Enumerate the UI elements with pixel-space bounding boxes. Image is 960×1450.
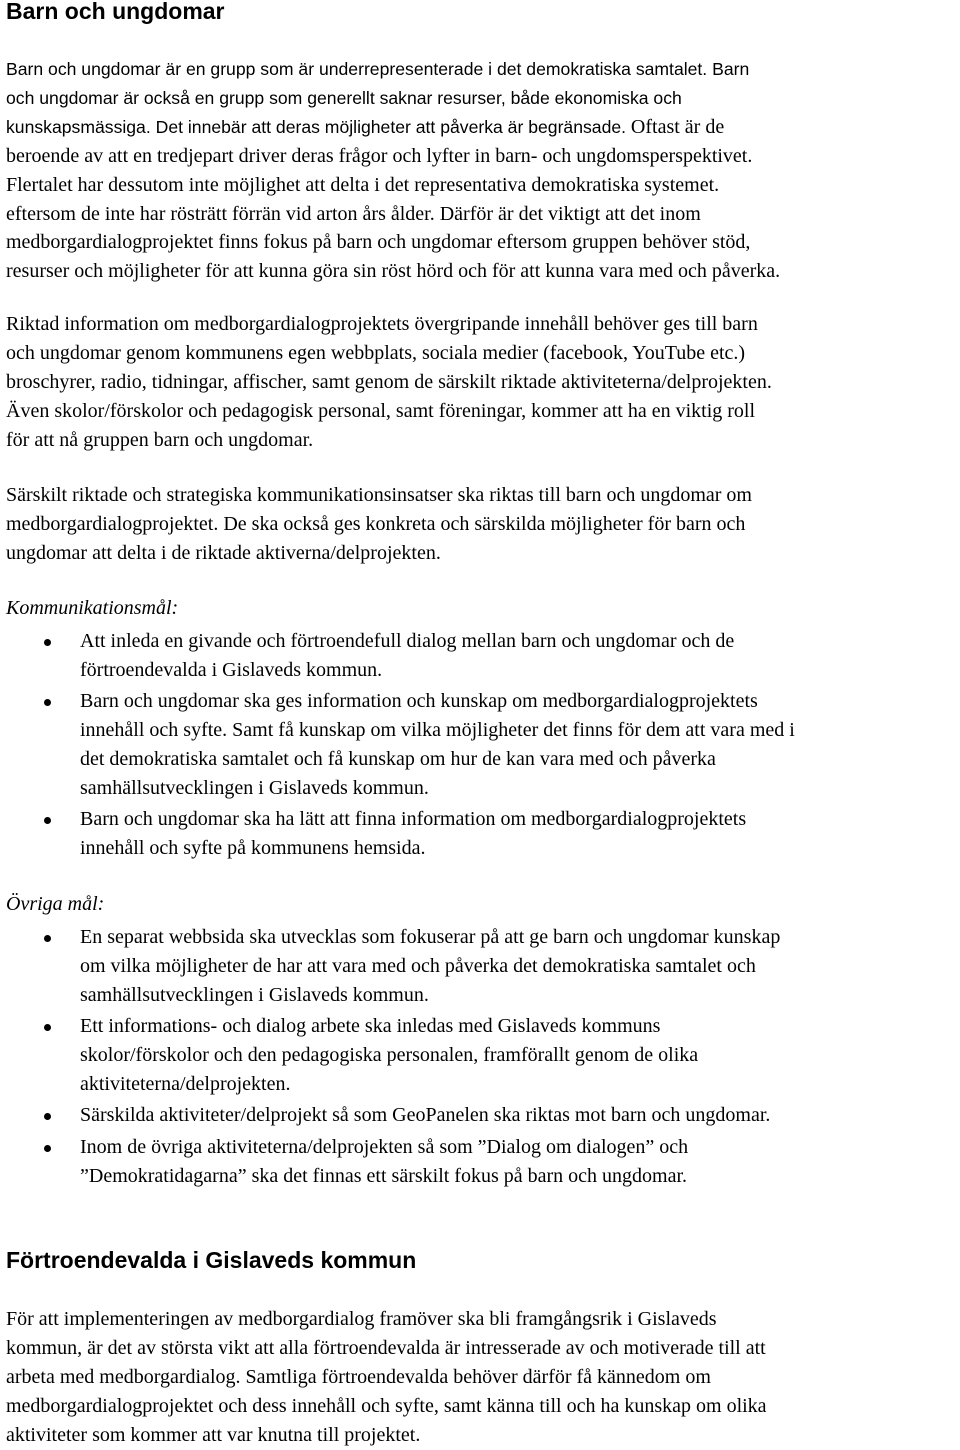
list-item-line: om vilka möjligheter de har att vara med och påverka det demokratiska samtalet och [80,954,756,977]
text-line [6,228,956,257]
text-line: aktiviteter som kommer att var knutna till projektet. [6,1423,421,1446]
section-heading-fortroendevalda: Förtroendevalda i Gislaveds kommun [6,1247,417,1273]
text-line: medborgardialogprojektet och dess innehåll och syfte, samt känna till och ha kunskap om olika [6,1394,767,1417]
text-line [6,171,956,200]
bullet-icon [44,817,51,824]
text-segment: Flertalet har dessutom inte möjlighet att delta i det representativa demokratiska systemet. [6,173,720,196]
list-item-line: Ett informations- och dialog arbete ska inledas med Gislaveds kommuns [80,1015,661,1038]
list-item-line: innehåll och syfte. Samt få kunskap om vilka möjligheter det finns för dem att vara med i [80,719,795,742]
list-item [6,1012,956,1099]
kommunikationsmal-list [6,627,956,866]
list-item-line: Särskilda aktiviteter/delprojekt så som GeoPanelen ska riktas mot barn och ungdomar. [80,1104,771,1127]
list-item [6,687,956,803]
text-line: Riktad information om medborgardialogprojektets övergripande innehåll behöver ges till barn [6,313,758,335]
list-item [6,1133,956,1191]
text-line: kommun, är det av största vikt att alla förtroendevalda är intresserade av och motiverade till att [6,1336,766,1359]
section-heading-barn: Barn och ungdomar [6,0,225,24]
bullet-icon [44,1113,51,1120]
text-segment: eftersom de inte har rösträtt förrän vid arton års ålder. [6,202,440,225]
list-item-line: Barn och ungdomar ska ges information och kunskap om medborgardialogprojektets [80,690,758,713]
list-item [6,627,956,685]
intro-paragraph [6,55,956,286]
text-segment: medborgardialogprojektet finns fokus på barn och ungdomar eftersom gruppen behöver stöd, [6,231,751,254]
text-line: För att implementeringen av medborgardialog framöver ska bli framgångsrik i Gislaveds [6,1308,717,1330]
text-line: broschyrer, radio, tidningar, affischer, samt genom de särskilt riktade aktiviteterna/delprojekten. [6,370,772,393]
list-item-line: En separat webbsida ska utvecklas som fokuserar på att ge barn och ungdomar kunskap [80,926,781,948]
text-line: och ungdomar genom kommunens egen webbplats, sociala medier (facebook, YouTube etc.) [6,341,746,364]
text-line: för att nå gruppen barn och ungdomar. [6,428,314,451]
text-segment: Därför är det viktigt att det inom [439,202,701,225]
text-line: Även skolor/förskolor och pedagogisk personal, samt föreningar, kommer att ha en viktig roll [6,399,756,422]
list-item-line: förtroendevalda i Gislaveds kommun. [80,658,383,681]
text-line: medborgardialogprojektet. De ska också ges konkreta och särskilda möjligheter för barn och [6,512,746,535]
bullet-icon [44,699,51,706]
bullet-icon [44,935,51,942]
list-item-line: innehåll och syfte på kommunens hemsida. [80,837,426,860]
ovriga-mal-heading: Övriga mål: [6,893,105,915]
list-item [6,805,956,863]
list-item-line: samhällsutvecklingen i Gislaveds kommun. [80,777,429,800]
strategy-paragraph [6,481,956,568]
bullet-icon [44,1024,51,1031]
list-item-line: aktiviteterna/delprojekten. [80,1073,291,1096]
list-item [6,1101,956,1130]
text-segment: Barn och ungdomar är en grupp som är underrepresenterade i det demokratiska samtalet. Barn [6,59,750,79]
text-segment: kunskapsmässiga. Det innebär att deras möjligheter att påverka är begränsade. [6,116,631,137]
text-line [6,84,956,113]
fortroendevalda-paragraph [6,1305,956,1450]
information-paragraph [6,310,956,455]
ovriga-mal-list [6,923,956,1193]
bullet-icon [44,1145,51,1152]
text-line [6,113,956,142]
list-item-line: Att inleda en givande och förtroendefull dialog mellan barn och ungdomar och de [80,630,735,652]
text-line: ungdomar att delta i de riktade aktiverna/delprojekten. [6,541,441,564]
list-item-line: ”Demokratidagarna” ska det finnas ett särskilt fokus på barn och ungdomar. [80,1164,688,1187]
text-line [6,200,956,229]
list-item-line: Barn och ungdomar ska ha lätt att finna information om medborgardialogprojektets [80,808,747,831]
list-item-line: Inom de övriga aktiviteterna/delprojekten så som ”Dialog om dialogen” och [80,1135,689,1158]
kommunikationsmal-heading: Kommunikationsmål: [6,597,179,619]
text-line [6,55,956,84]
text-line: arbeta med medborgardialog. Samtliga förtroendevalda behöver därför få kännedom om [6,1365,711,1388]
list-item [6,923,956,1010]
list-item-line: det demokratiska samtalet och få kunskap om hur de kan vara med och påverka [80,748,716,771]
list-item-line: skolor/förskolor och den pedagogiska personalen, framförallt genom de olika [80,1044,699,1067]
text-line: Särskilt riktade och strategiska kommunikationsinsatser ska riktas till barn och ungdomar om [6,484,752,506]
text-segment: beroende av att en tredjepart driver deras frågor och lyfter in barn- och ungdomsperspektivet. [6,144,753,167]
bullet-icon [44,639,51,646]
text-segment: och ungdomar är också en grupp som generellt saknar resurser, både ekonomiska och [6,87,682,108]
list-item-line: samhällsutvecklingen i Gislaveds kommun. [80,983,429,1006]
text-segment: resurser och möjligheter för att kunna göra sin röst hörd och för att kunna vara med och påverka. [6,260,781,283]
text-segment: Oftast är de [630,115,725,138]
text-line [6,142,956,171]
text-line [6,257,956,286]
